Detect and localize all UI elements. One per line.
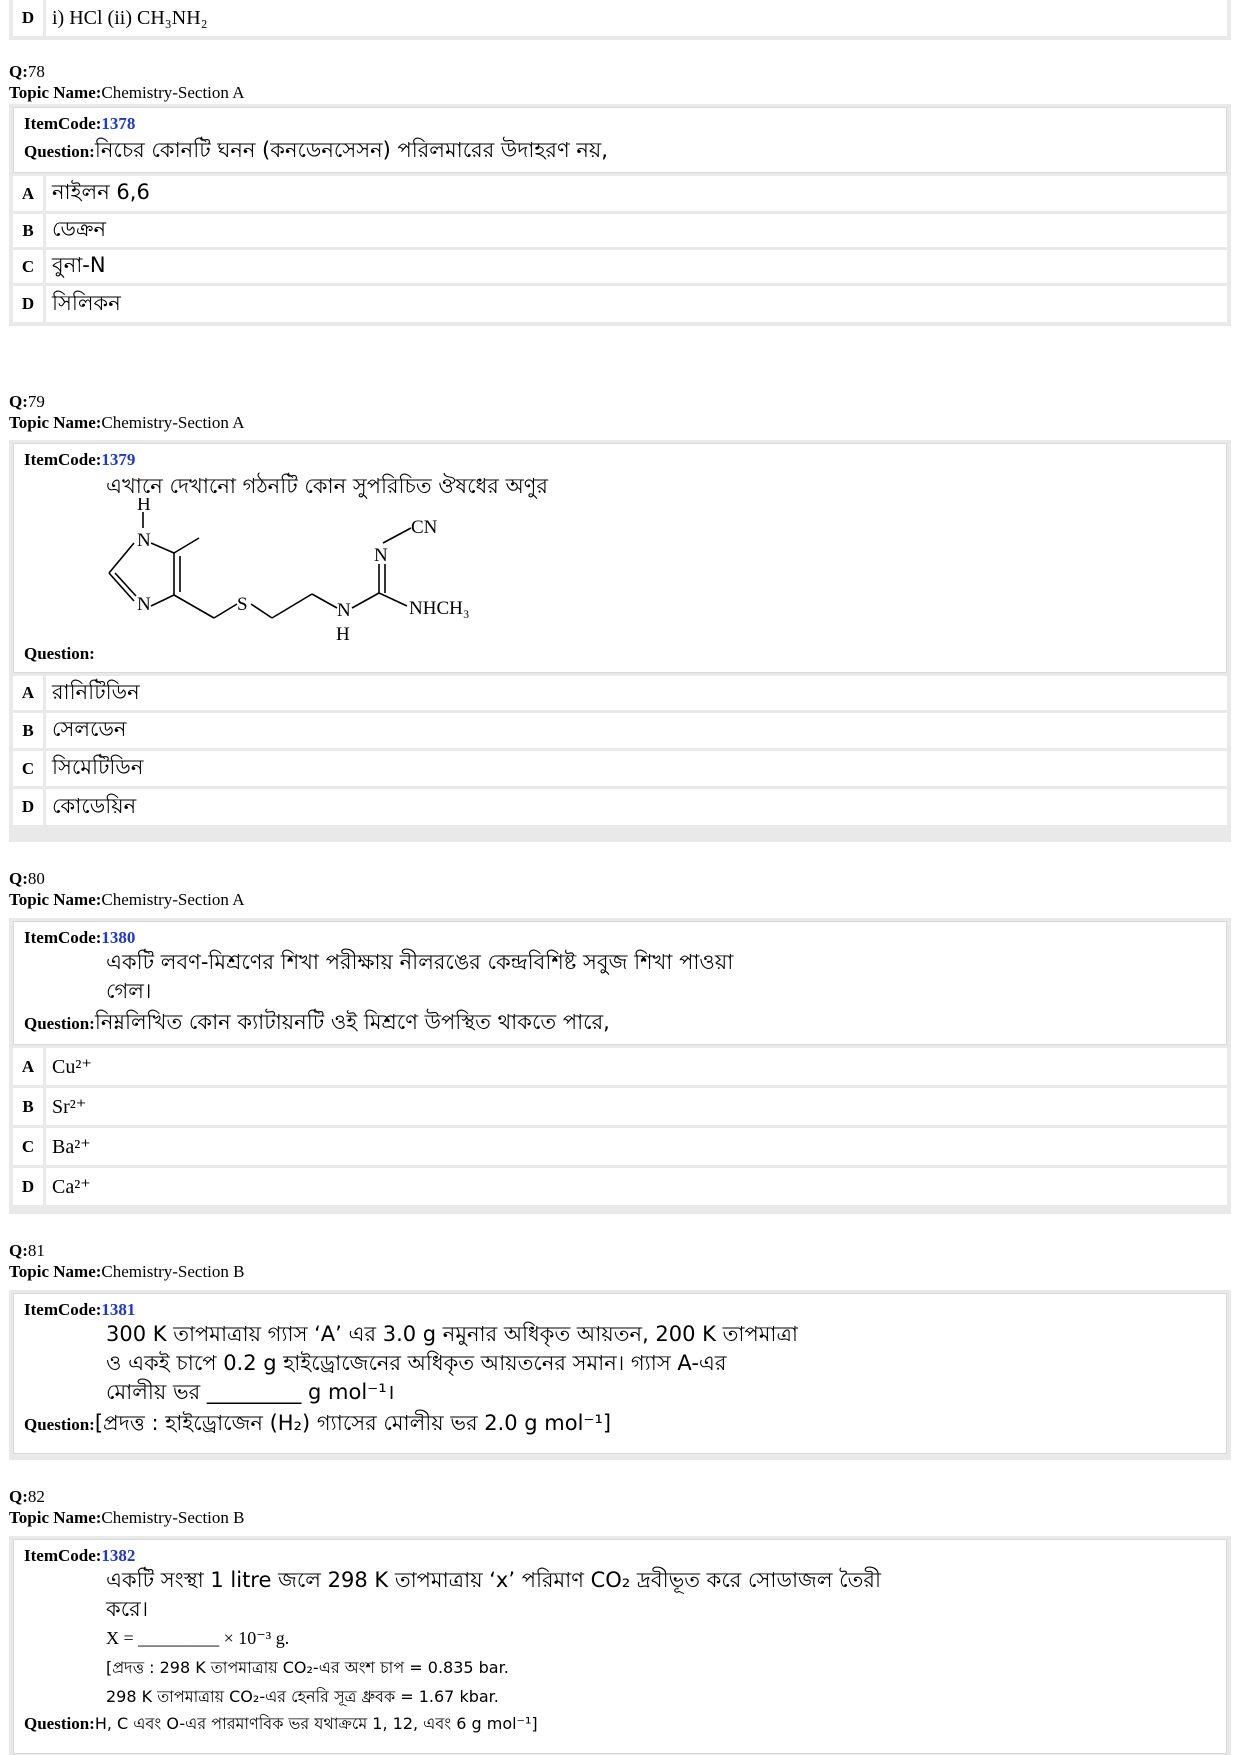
- question-line: 300 K তাপমাত্রায় গ্যাস ‘A’ এর 3.0 g নমুনার অধিকৃত আয়তন, 200 K তাপমাত্রা: [106, 1322, 799, 1346]
- option-d[interactable]: কোডেয়িন: [46, 789, 1227, 825]
- option-a[interactable]: রানিটিডিন: [46, 676, 1227, 710]
- question-text: নিচের কোনটি ঘনন (কনডেনসেসন) পরিলমারের উদাহরণ নয়,: [94, 138, 608, 162]
- itemcode: ItemCode:1378: [24, 114, 136, 133]
- atom-label: N: [137, 530, 151, 551]
- q77-tail: [9, 0, 1231, 40]
- itemcode: ItemCode:1380: [24, 928, 136, 947]
- option-b[interactable]: Sr²⁺: [46, 1088, 1227, 1125]
- chemical-structure: [94, 498, 554, 658]
- atom-label: S: [237, 594, 248, 615]
- atom-label: H: [336, 624, 350, 645]
- q78-header: Q:78 Topic Name:Chemistry-Section A: [9, 62, 245, 102]
- question-line: 298 K তাপমাত্রায় CO₂-এর হেনরি সূত্র ধ্রুবক = 1.67 kbar.: [106, 1687, 499, 1706]
- atom-label: N: [137, 594, 151, 615]
- atom-label: N: [374, 545, 388, 566]
- option-b[interactable]: ডেক্রন: [46, 214, 1227, 247]
- q81-header: Q:81 Topic Name:Chemistry-Section B: [9, 1241, 245, 1281]
- q82-box: ItemCode:1382 একটি সংস্থা 1 litre জলে 298 K তাপমাত্রায় ‘x’ পরিমাণ CO₂ দ্রবীভূত করে সোডাজল তৈরী করে। X = _________ × 10⁻³ g. [প্রদত্ত : 298 K তাপমাত্রায় CO₂-এর অংশ চাপ = 0.835 bar. 298 K তাপমাত্রায় CO₂-এর হেনরি সূত্র ধ্রুবক = 1.67 kbar. Question:H, C এবং O-এর পারমাণবিক ভর যথাক্রমে 1, 12, এবং 6 g mol⁻¹]: [9, 1536, 1231, 1755]
- option-a[interactable]: নাইলন 6,6: [46, 176, 1227, 211]
- atom-label: H: [137, 498, 151, 515]
- q80-header: Q:80 Topic Name:Chemistry-Section A: [9, 869, 245, 909]
- itemcode: ItemCode:1379: [24, 450, 136, 469]
- atom-label: NHCH₃: [409, 598, 470, 619]
- question-line: গেল।: [106, 979, 152, 1003]
- question-line: একটি সংস্থা 1 litre জলে 298 K তাপমাত্রায় ‘x’ পরিমাণ CO₂ দ্রবীভূত করে সোডাজল তৈরী: [106, 1568, 881, 1592]
- option-b[interactable]: সেলডেন: [46, 713, 1227, 748]
- question-line: একটি লবণ-মিশ্রণের শিখা পরীক্ষায় নীলরঙের কেন্দ্রবিশিষ্ট সবুজ শিখা পাওয়া: [106, 950, 734, 974]
- question-line: [প্রদত্ত : 298 K তাপমাত্রায় CO₂-এর অংশ চাপ = 0.835 bar.: [106, 1658, 509, 1677]
- question-line: X = _________ × 10⁻³ g.: [106, 1628, 290, 1648]
- question-text: এখানে দেখানো গঠনটি কোন সুপরিচিত ঔষধের অণুর: [106, 474, 548, 498]
- itemcode: ItemCode:1382: [24, 1546, 136, 1565]
- q79-header: Q:79 Topic Name:Chemistry-Section A: [9, 392, 245, 432]
- option-a[interactable]: Cu²⁺: [46, 1048, 1227, 1085]
- atom-label: CN: [411, 517, 438, 538]
- option-c[interactable]: সিমেটিডিন: [46, 751, 1227, 786]
- itemcode: ItemCode:1381: [24, 1300, 136, 1319]
- q78-box: ItemCode:1378 Question:নিচের কোনটি ঘনন (কনডেনসেসন) পরিলমারের উদাহরণ নয়, A নাইলন 6,6 B ডেক্রন C বুনা-N D সিলিকন: [9, 104, 1231, 326]
- q81-box: ItemCode:1381 300 K তাপমাত্রায় গ্যাস ‘A’ এর 3.0 g নমুনার অধিকৃত আয়তন, 200 K তাপমাত্রা ও একই চাপে 0.2 g হাইড্রোজেনের অধিকৃত আয়তনের সমান। গ্যাস A-এর মোলীয় ভর _________ g mol⁻¹। Question:[প্রদত্ত : হাইড্রোজেন (H₂) গ্যাসের মোলীয় ভর 2.0 g mol⁻¹]: [9, 1290, 1231, 1460]
- question-line: মোলীয় ভর _________ g mol⁻¹।: [106, 1380, 395, 1404]
- q80-box: ItemCode:1380 একটি লবণ-মিশ্রণের শিখা পরীক্ষায় নীলরঙের কেন্দ্রবিশিষ্ট সবুজ শিখা পাওয়া গেল। Question:নিম্নলিখিত কোন ক্যাটায়নটি ওই মিশ্রণে উপস্থিত থাকতে পারে, A Cu²⁺ B Sr²⁺ C Ba²⁺ D Ca²⁺: [9, 918, 1231, 1214]
- option-c[interactable]: বুনা-N: [46, 250, 1227, 283]
- option-d[interactable]: Ca²⁺: [46, 1168, 1227, 1205]
- question-line: ও একই চাপে 0.2 g হাইড্রোজেনের অধিকৃত আয়তনের সমান। গ্যাস A-এর: [106, 1351, 727, 1375]
- option-key: D: [13, 0, 43, 36]
- question-line: করে।: [106, 1597, 149, 1621]
- atom-label: N: [337, 600, 351, 621]
- question-line: [প্রদত্ত : হাইড্রোজেন (H₂) গ্যাসের মোলীয় ভর 2.0 g mol⁻¹]: [94, 1411, 612, 1435]
- question-line: H, C এবং O-এর পারমাণবিক ভর যথাক্রমে 1, 12, এবং 6 g mol⁻¹]: [94, 1714, 538, 1733]
- option-c[interactable]: Ba²⁺: [46, 1128, 1227, 1165]
- question-line: নিম্নলিখিত কোন ক্যাটায়নটি ওই মিশ্রণে উপস্থিত থাকতে পারে,: [94, 1010, 610, 1034]
- q82-header: Q:82 Topic Name:Chemistry-Section B: [9, 1487, 245, 1527]
- option-d[interactable]: সিলিকন: [46, 286, 1227, 322]
- option-text[interactable]: i) HCl (ii) CH₃NH₂: [46, 0, 1227, 36]
- q79-box: ItemCode:1379 এখানে দেখানো গঠনটি কোন সুপরিচিত ঔষধের অণুর H N N S N H N CN NHCH₃ Question: A রানিটিডিন B সেলডেন C সিমেটিডিন D কোডেয়িন: [9, 440, 1231, 842]
